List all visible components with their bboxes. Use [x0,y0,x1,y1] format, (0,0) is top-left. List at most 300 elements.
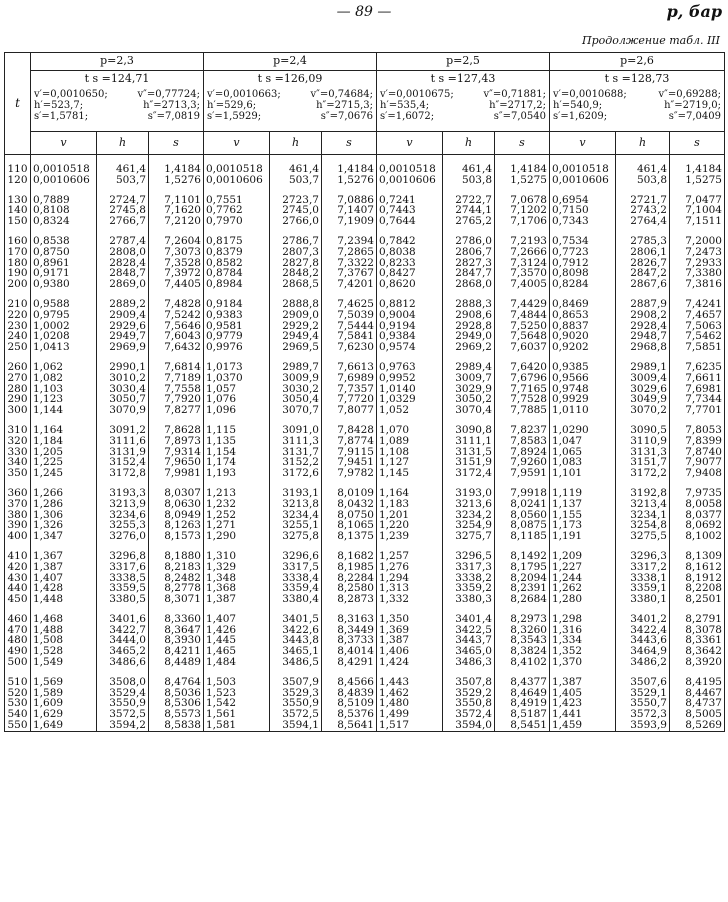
enthalpy-cell: 3172,2 [616,468,670,479]
specific-volume-cell: 1,649 [31,720,97,731]
saturation-value: s′=1,6209; [553,111,608,122]
entropy-cell: 8,3543 [495,635,550,646]
temperature-cell: 530 [5,698,31,709]
entropy-cell: 8,4649 [495,688,550,699]
entropy-cell: 7,9981 [149,468,204,479]
entropy-cell: 8,4377 [495,677,550,688]
enthalpy-cell: 3507,9 [270,677,322,688]
specific-volume-cell: 1,193 [204,468,270,479]
entropy-cell: 7,6235 [670,362,725,373]
entropy-cell: 7,4844 [495,310,550,321]
entropy-cell: 7,4429 [495,299,550,310]
enthalpy-cell: 3131,9 [97,447,149,458]
entropy-cell: 8,4195 [670,677,725,688]
specific-volume-cell: 0,9581 [204,321,270,332]
specific-volume-cell: 0,9748 [550,384,616,395]
specific-volume-cell: 0,9976 [204,342,270,353]
pressure-header-1: p=2,3 [31,53,204,71]
entropy-cell: 7,7701 [670,405,725,416]
saturation-value: h′=529,6; [207,100,257,111]
specific-volume-cell: 0,0010518 [550,164,616,175]
specific-volume-cell: 0,9779 [204,331,270,342]
enthalpy-cell: 3486,5 [270,657,322,668]
enthalpy-cell: 3090,8 [443,425,495,436]
enthalpy-cell: 3529,1 [616,688,670,699]
specific-volume-cell: 1,334 [550,635,616,646]
specific-volume-cell: 1,428 [31,583,97,594]
enthalpy-cell: 503,8 [443,175,495,186]
entropy-cell: 8,2580 [322,583,377,594]
enthalpy-cell: 3029,9 [443,384,495,395]
specific-volume-cell: 1,0370 [204,373,270,384]
enthalpy-cell: 2869,0 [97,279,149,290]
saturation-value: h″=2717,2; [489,100,546,111]
entropy-cell: 7,1101 [149,195,204,206]
specific-volume-cell: 1,155 [550,510,616,521]
enthalpy-cell: 3213,8 [270,499,322,510]
specific-volume-cell: 1,294 [377,573,443,584]
entropy-cell: 7,6613 [322,362,377,373]
saturation-value: v′=0,0010675; [380,89,454,100]
entropy-cell: 8,5187 [495,709,550,720]
specific-volume-cell: 0,8961 [31,258,97,269]
enthalpy-cell: 2828,4 [97,258,149,269]
enthalpy-cell: 2808,0 [97,247,149,258]
enthalpy-cell: 3317,3 [443,562,495,573]
entropy-cell: 8,0307 [149,488,204,499]
entropy-cell: 8,3078 [670,625,725,636]
specific-volume-cell: 1,115 [204,425,270,436]
enthalpy-cell: 3234,1 [616,510,670,521]
specific-volume-cell: 1,609 [31,698,97,709]
specific-volume-cell: 0,9763 [377,362,443,373]
t-column-header: t [5,53,31,155]
enthalpy-cell: 3172,8 [97,468,149,479]
enthalpy-cell: 3111,1 [443,436,495,447]
enthalpy-cell: 3049,9 [616,394,670,405]
entropy-cell: 7,8924 [495,447,550,458]
specific-volume-cell: 1,326 [31,520,97,531]
specific-volume-cell: 0,9795 [31,310,97,321]
entropy-cell: 8,2791 [670,614,725,625]
saturation-pair [206,111,374,122]
table-row [5,594,725,605]
entropy-cell: 7,7720 [322,394,377,405]
entropy-cell: 7,1511 [670,216,725,227]
enthalpy-cell: 3380,4 [270,594,322,605]
entropy-cell: 8,3449 [322,625,377,636]
entropy-cell: 7,8774 [322,436,377,447]
enthalpy-cell: 3010,2 [97,373,149,384]
entropy-cell: 7,3816 [670,279,725,290]
enthalpy-cell: 2765,2 [443,216,495,227]
entropy-cell: 7,7885 [495,405,550,416]
specific-volume-cell: 1,101 [550,468,616,479]
specific-volume-cell: 1,119 [550,488,616,499]
specific-volume-cell: 0,8379 [204,247,270,258]
specific-volume-cell: 0,8984 [204,279,270,290]
specific-volume-cell: 1,480 [377,698,443,709]
entropy-cell: 7,4828 [149,299,204,310]
temperature-cell: 510 [5,677,31,688]
entropy-cell: 8,5109 [322,698,377,709]
specific-volume-cell: 0,7723 [550,247,616,258]
enthalpy-cell: 2949,0 [443,331,495,342]
entropy-cell: 7,8973 [149,436,204,447]
enthalpy-cell: 3030,4 [97,384,149,395]
enthalpy-cell: 3317,6 [97,562,149,573]
entropy-cell: 8,0949 [149,510,204,521]
enthalpy-cell: 2968,8 [616,342,670,353]
specific-volume-cell: 0,8812 [377,299,443,310]
specific-volume-cell: 0,8175 [204,236,270,247]
enthalpy-cell: 3572,3 [616,709,670,720]
entropy-cell: 8,2391 [495,583,550,594]
specific-volume-cell: 1,127 [377,457,443,468]
enthalpy-cell: 2867,6 [616,279,670,290]
saturation-temperature: t s =126,09 [257,72,323,85]
specific-volume-cell: 1,407 [204,614,270,625]
specific-volume-cell: 1,225 [31,457,97,468]
enthalpy-cell: 3193,3 [97,488,149,499]
saturation-value: v″=0,71881; [483,89,546,100]
enthalpy-cell: 2989,4 [443,362,495,373]
entropy-cell: 8,1912 [670,573,725,584]
saturation-pair [33,111,201,122]
specific-volume-cell: 1,0140 [377,384,443,395]
entropy-cell: 8,0692 [670,520,725,531]
specific-volume-cell: 1,348 [204,573,270,584]
saturation-pair [379,111,547,122]
enthalpy-cell: 2827,8 [270,258,322,269]
enthalpy-cell: 2969,5 [270,342,322,353]
entropy-cell: 8,1002 [670,531,725,542]
table-row [5,405,725,416]
entropy-cell: 7,9077 [670,457,725,468]
table-row [5,342,725,353]
entropy-cell: 7,7920 [149,394,204,405]
entropy-cell: 1,5276 [322,175,377,186]
specific-volume-cell: 1,316 [550,625,616,636]
entropy-cell: 7,5462 [670,331,725,342]
enthalpy-cell: 2969,2 [443,342,495,353]
entropy-cell: 7,5039 [322,310,377,321]
saturation-pair [33,89,201,100]
enthalpy-cell: 3234,6 [97,510,149,521]
specific-volume-cell: 1,232 [204,499,270,510]
temperature-cell: 460 [5,614,31,625]
table-row [5,614,725,625]
entropy-cell: 8,3930 [149,635,204,646]
entropy-cell: 7,7344 [670,394,725,405]
entropy-cell: 7,5444 [322,321,377,332]
entropy-cell: 8,5376 [322,709,377,720]
entropy-cell: 8,0630 [149,499,204,510]
entropy-cell: 8,5641 [322,720,377,731]
specific-volume-cell: 1,329 [204,562,270,573]
enthalpy-cell: 2909,4 [97,310,149,321]
specific-volume-cell: 1,164 [377,488,443,499]
table-header [5,53,725,155]
specific-volume-cell: 0,9588 [31,299,97,310]
entropy-cell: 1,5275 [670,175,725,186]
temperature-cell: 120 [5,175,31,186]
entropy-cell: 7,9260 [495,457,550,468]
block-spacer [5,353,725,362]
temperature-cell: 440 [5,583,31,594]
entropy-cell: 8,0560 [495,510,550,521]
enthalpy-cell: 3338,5 [97,573,149,584]
specific-volume-cell: 0,9202 [550,342,616,353]
enthalpy-cell: 2948,7 [616,331,670,342]
specific-volume-cell: 1,368 [204,583,270,594]
enthalpy-cell: 3443,6 [616,635,670,646]
enthalpy-cell: 503,7 [270,175,322,186]
temperature-cell: 390 [5,520,31,531]
enthalpy-cell: 3594,2 [97,720,149,731]
enthalpy-cell: 3111,3 [270,436,322,447]
enthalpy-cell: 2724,7 [97,195,149,206]
enthalpy-cell: 2889,2 [97,299,149,310]
specific-volume-cell: 0,8284 [550,279,616,290]
temperature-cell: 370 [5,499,31,510]
saturation-value: s′=1,5929; [207,111,262,122]
temperature-cell: 480 [5,635,31,646]
specific-volume-cell: 0,7551 [204,195,270,206]
specific-volume-cell: 1,484 [204,657,270,668]
enthalpy-cell: 3359,4 [270,583,322,594]
table-row [5,510,725,521]
specific-volume-cell: 0,8653 [550,310,616,321]
enthalpy-cell: 2721,7 [616,195,670,206]
entropy-cell: 7,4405 [149,279,204,290]
saturation-value: v″=0,77724; [137,89,200,100]
saturation-header-3 [377,71,550,132]
enthalpy-cell: 3594,1 [270,720,322,731]
enthalpy-cell: 3030,2 [270,384,322,395]
entropy-cell: 7,7558 [149,384,204,395]
saturation-pair [552,100,722,111]
specific-volume-cell: 1,123 [31,394,97,405]
table-row [5,688,725,699]
entropy-cell: 7,1202 [495,205,550,216]
specific-volume-cell: 1,542 [204,698,270,709]
saturation-pair [206,89,374,100]
specific-volume-cell: 0,9380 [31,279,97,290]
entropy-cell: 7,6989 [322,373,377,384]
specific-volume-cell: 1,057 [204,384,270,395]
enthalpy-cell: 3317,5 [270,562,322,573]
table-row [5,236,725,247]
saturation-value: v′=0,0010650; [34,89,108,100]
enthalpy-cell: 2847,2 [616,268,670,279]
entropy-cell: 8,4102 [495,657,550,668]
enthalpy-cell: 2908,2 [616,310,670,321]
entropy-cell: 7,9650 [149,457,204,468]
specific-volume-cell: 1,154 [204,447,270,458]
specific-volume-cell: 0,7644 [377,216,443,227]
entropy-cell: 7,0886 [322,195,377,206]
specific-volume-cell: 1,310 [204,551,270,562]
specific-volume-cell: 1,407 [31,573,97,584]
entropy-cell: 7,9591 [495,468,550,479]
specific-volume-cell: 1,209 [550,551,616,562]
entropy-cell: 7,4201 [322,279,377,290]
entropy-cell: 7,2120 [149,216,204,227]
enthalpy-cell: 2949,7 [97,331,149,342]
entropy-cell: 8,5005 [670,709,725,720]
enthalpy-cell: 3192,8 [616,488,670,499]
specific-volume-cell: 1,306 [31,510,97,521]
specific-volume-cell: 0,8469 [550,299,616,310]
entropy-cell: 7,5851 [670,342,725,353]
table-row [5,331,725,342]
table-row [5,373,725,384]
specific-volume-cell: 1,347 [31,531,97,542]
enthalpy-cell: 3276,0 [97,531,149,542]
specific-volume-cell: 1,220 [377,520,443,531]
enthalpy-cell: 3254,9 [443,520,495,531]
entropy-cell: 8,2778 [149,583,204,594]
entropy-cell: 7,5841 [322,331,377,342]
temperature-cell: 240 [5,331,31,342]
enthalpy-cell: 3422,5 [443,625,495,636]
specific-volume-cell: 1,0110 [550,405,616,416]
specific-volume-cell: 1,0290 [550,425,616,436]
specific-volume-cell: 0,8038 [377,247,443,258]
enthalpy-cell: 3550,8 [443,698,495,709]
entropy-cell: 7,3528 [149,258,204,269]
saturation-value: s″=7,0676 [320,111,373,122]
specific-volume-cell: 1,173 [550,520,616,531]
enthalpy-cell: 3193,1 [270,488,322,499]
enthalpy-cell: 3508,0 [97,677,149,688]
table-row [5,531,725,542]
enthalpy-cell: 3529,3 [270,688,322,699]
enthalpy-cell: 3110,9 [616,436,670,447]
column-label-s: s [322,132,377,155]
specific-volume-cell: 1,266 [31,488,97,499]
enthalpy-cell: 3070,2 [616,405,670,416]
specific-volume-cell: 0,7241 [377,195,443,206]
specific-volume-cell: 0,0010518 [31,164,97,175]
enthalpy-cell: 2990,1 [97,362,149,373]
entropy-cell: 8,1309 [670,551,725,562]
specific-volume-cell: 1,313 [377,583,443,594]
entropy-cell: 8,2501 [670,594,725,605]
entropy-cell: 7,6420 [495,362,550,373]
enthalpy-cell: 3465,2 [97,646,149,657]
entropy-cell: 8,0241 [495,499,550,510]
entropy-cell: 7,2193 [495,236,550,247]
table-row [5,551,725,562]
saturation-value: s′=1,5781; [34,111,89,122]
specific-volume-cell: 1,0413 [31,342,97,353]
enthalpy-cell: 3422,4 [616,625,670,636]
entropy-cell: 8,0058 [670,499,725,510]
entropy-cell: 7,5250 [495,321,550,332]
entropy-cell: 7,9115 [322,447,377,458]
specific-volume-cell: 1,581 [204,720,270,731]
specific-volume-cell: 1,174 [204,457,270,468]
specific-volume-cell: 1,082 [31,373,97,384]
specific-volume-cell: 0,6954 [550,195,616,206]
enthalpy-cell: 3152,4 [97,457,149,468]
saturation-value: s′=1,6072; [380,111,435,122]
entropy-cell: 7,6796 [495,373,550,384]
specific-volume-cell: 0,8582 [204,258,270,269]
temperature-cell: 350 [5,468,31,479]
steam-table-container [4,52,724,732]
specific-volume-cell: 1,227 [550,562,616,573]
enthalpy-cell: 3296,6 [270,551,322,562]
entropy-cell: 8,5306 [149,698,204,709]
entropy-cell: 7,5063 [670,321,725,332]
entropy-cell: 8,3260 [495,625,550,636]
specific-volume-cell: 0,7912 [550,258,616,269]
temperature-cell: 410 [5,551,31,562]
temperature-cell: 170 [5,247,31,258]
specific-volume-cell: 0,8427 [377,268,443,279]
saturation-value: v″=0,74684; [310,89,373,100]
entropy-cell: 8,2684 [495,594,550,605]
enthalpy-cell: 2745,8 [97,205,149,216]
entropy-cell: 8,0750 [322,510,377,521]
specific-volume-cell: 1,096 [204,405,270,416]
specific-volume-cell: 0,8098 [550,268,616,279]
enthalpy-cell: 3443,8 [270,635,322,646]
specific-volume-cell: 1,503 [204,677,270,688]
table-row [5,698,725,709]
specific-volume-cell: 1,423 [550,698,616,709]
enthalpy-cell: 3338,4 [270,573,322,584]
enthalpy-cell: 2744,1 [443,205,495,216]
entropy-cell: 7,6814 [149,362,204,373]
entropy-cell: 7,2000 [670,236,725,247]
enthalpy-cell: 2929,6 [97,321,149,332]
temperature-cell: 160 [5,236,31,247]
specific-volume-cell: 1,462 [377,688,443,699]
enthalpy-cell: 3380,1 [616,594,670,605]
enthalpy-cell: 3255,1 [270,520,322,531]
entropy-cell: 8,3642 [670,646,725,657]
entropy-cell: 7,4625 [322,299,377,310]
saturation-temperature: t s =124,71 [84,72,150,85]
enthalpy-cell: 3401,6 [97,614,149,625]
block-spacer [5,186,725,195]
enthalpy-cell: 3091,0 [270,425,322,436]
temperature-cell: 150 [5,216,31,227]
enthalpy-cell: 3401,4 [443,614,495,625]
pressure-header-2: p=2,4 [204,53,377,71]
temperature-cell: 110 [5,164,31,175]
table-row [5,258,725,269]
enthalpy-cell: 3234,4 [270,510,322,521]
enthalpy-cell: 2848,2 [270,268,322,279]
entropy-cell: 7,1706 [495,216,550,227]
enthalpy-cell: 2826,7 [616,258,670,269]
column-label-s: s [495,132,550,155]
saturation-value: h′=535,4; [380,100,430,111]
specific-volume-cell: 1,441 [550,709,616,720]
entropy-cell: 7,8237 [495,425,550,436]
temperature-cell: 210 [5,299,31,310]
entropy-cell: 8,1795 [495,562,550,573]
specific-volume-cell: 1,286 [31,499,97,510]
block-spacer [5,605,725,614]
enthalpy-cell: 3151,9 [443,457,495,468]
running-head: р, бар [666,2,722,21]
